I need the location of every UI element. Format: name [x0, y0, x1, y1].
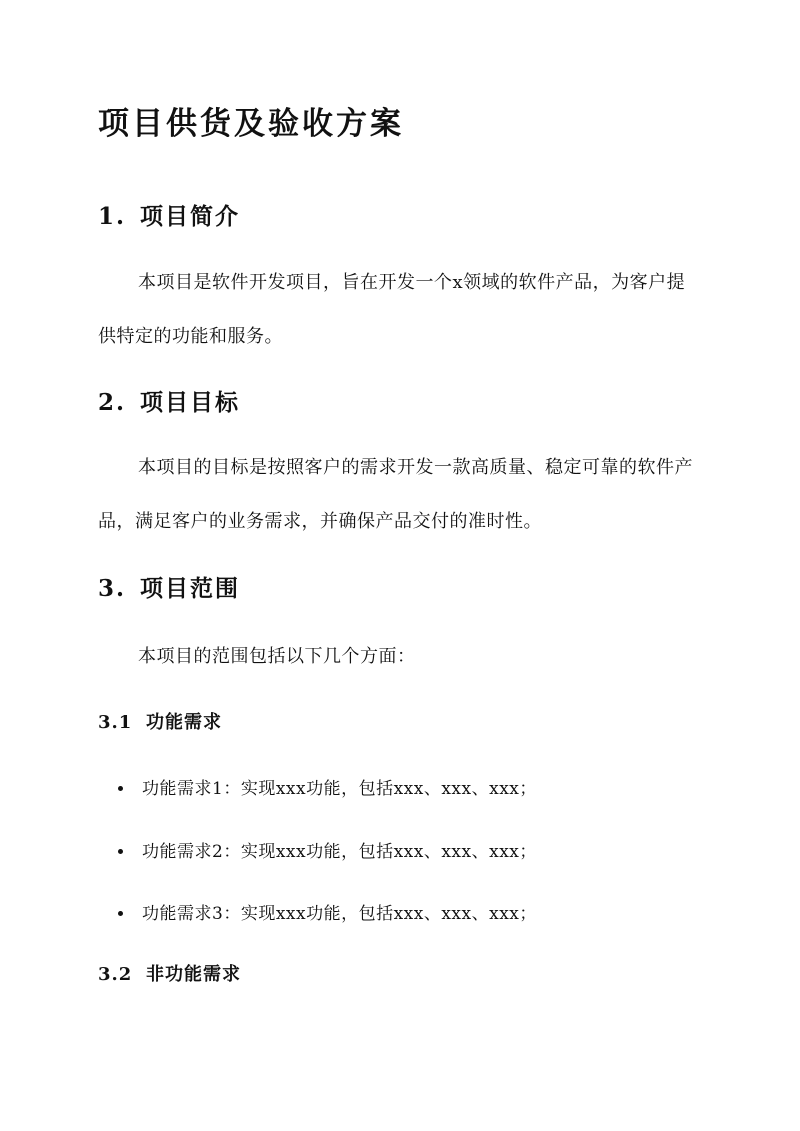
subsection-title: 功能需求: [146, 712, 222, 733]
section-number: 1.: [98, 203, 127, 230]
subsection-heading-3-2: [98, 960, 241, 986]
section-heading-1: [98, 198, 240, 231]
list-item-text: 功能需求2：实现xxx功能，包括xxx、xxx、xxx；: [142, 842, 537, 862]
subsection-heading-3-1: [98, 708, 222, 734]
document-title: 项目供货及验收方案: [98, 106, 404, 142]
subsection-number: 3.2: [98, 964, 133, 985]
subsection-number: 3.1: [98, 712, 133, 733]
section-number: 3.: [98, 575, 127, 602]
list-item: [118, 899, 537, 924]
list-item: [118, 774, 537, 799]
bullet-icon: [118, 786, 123, 791]
bullet-icon: [118, 911, 123, 916]
section-heading-3: [98, 570, 240, 603]
section-paragraph-1: 本项目是软件开发项目，旨在开发一个x领域的软件产品，为客户提供特定的功能和服务。: [98, 272, 686, 347]
list-item: [118, 837, 537, 862]
section-heading-2: [98, 384, 240, 417]
list-item-text: 功能需求3：实现xxx功能，包括xxx、xxx、xxx；: [142, 904, 537, 924]
section-number: 2.: [98, 389, 127, 416]
section-title: 项目目标: [140, 389, 240, 416]
section-paragraph-2: 本项目的目标是按照客户的需求开发一款高质量、稳定可靠的软件产品，满足客户的业务需求，并确保产品交付的准时性。: [98, 457, 693, 532]
section-title: 项目简介: [140, 203, 240, 230]
section-paragraph-3: 本项目的范围包括以下几个方面：: [138, 646, 416, 667]
section-title: 项目范围: [140, 575, 240, 602]
list-item-text: 功能需求1：实现xxx功能，包括xxx、xxx、xxx；: [142, 779, 537, 799]
subsection-title: 非功能需求: [146, 964, 241, 985]
bullet-icon: [118, 849, 123, 854]
